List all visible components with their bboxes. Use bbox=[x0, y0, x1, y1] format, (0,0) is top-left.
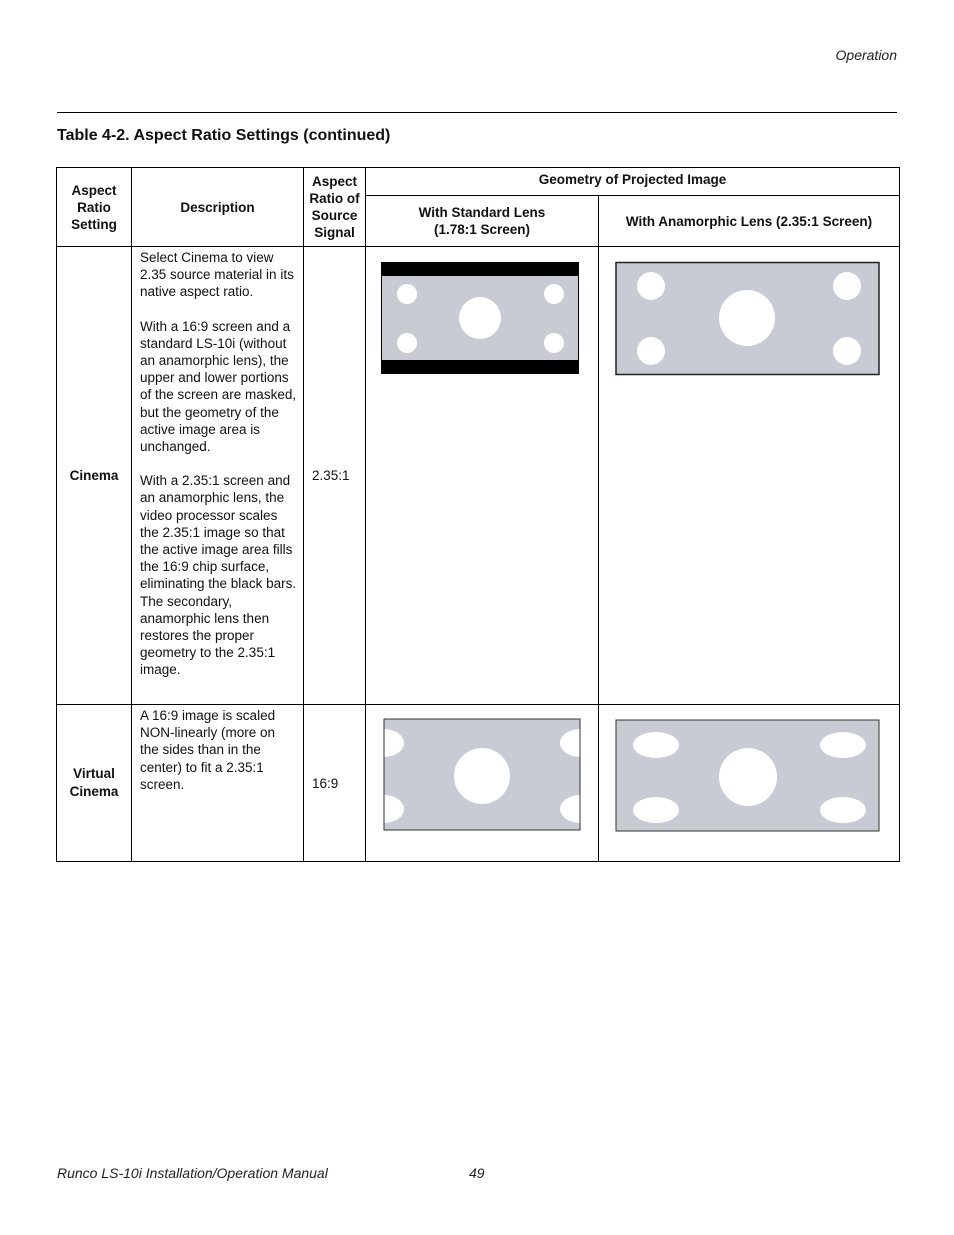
source-ratio-value: 2.35:1 bbox=[304, 247, 366, 705]
ellipse-shape bbox=[820, 797, 866, 823]
circle-shape bbox=[833, 272, 861, 300]
description-cell bbox=[132, 705, 304, 862]
description-paragraph: With a 16:9 screen and a standard LS-10i (without an anamorphic lens), the upper and lower portions of the screen are masked, but the geometry of the active image area is unchanged. bbox=[140, 318, 297, 455]
footer-manual-title: Runco LS-10i Installation/Operation Manual bbox=[57, 1165, 328, 1181]
geometry-standard-cell bbox=[366, 247, 599, 705]
circle-shape bbox=[544, 284, 564, 304]
virtual-cinema-standard-lens-diagram bbox=[366, 705, 599, 835]
circle-shape bbox=[719, 290, 775, 346]
circle-shape bbox=[454, 748, 510, 804]
geometry-anamorphic-cell bbox=[599, 705, 900, 862]
col-header-source-ratio: Aspect Ratio of Source Signal bbox=[304, 168, 366, 247]
circle-shape bbox=[544, 333, 564, 353]
page-number: 49 bbox=[469, 1165, 485, 1181]
cinema-anamorphic-lens-diagram bbox=[599, 247, 900, 377]
aspect-ratio-table bbox=[56, 167, 900, 862]
description-paragraph: Select Cinema to view 2.35 source material in its native aspect ratio. bbox=[140, 250, 294, 300]
section-label: Operation bbox=[835, 47, 897, 63]
header-rule bbox=[57, 112, 897, 113]
geometry-standard-cell bbox=[366, 705, 599, 862]
ellipse-shape bbox=[820, 732, 866, 758]
virtual-cinema-anamorphic-lens-diagram bbox=[599, 705, 900, 835]
circle-shape bbox=[833, 337, 861, 365]
circle-shape bbox=[637, 272, 665, 300]
col-header-setting: Aspect Ratio Setting bbox=[57, 168, 132, 247]
cinema-standard-lens-diagram bbox=[366, 247, 599, 377]
row-setting-cinema: Cinema bbox=[57, 247, 132, 705]
circle-shape bbox=[719, 748, 777, 806]
circle-shape bbox=[459, 297, 501, 339]
geometry-anamorphic-cell bbox=[599, 247, 900, 705]
col-header-geometry: Geometry of Projected Image bbox=[366, 168, 900, 196]
circle-shape bbox=[637, 337, 665, 365]
row-setting-virtual-cinema: Virtual Cinema bbox=[57, 705, 132, 862]
col-header-anamorphic-lens: With Anamorphic Lens (2.35:1 Screen) bbox=[599, 196, 900, 247]
table-row bbox=[57, 705, 900, 862]
description-paragraph: With a 2.35:1 screen and an anamorphic lens, the video processor scales the 2.35:1 image so that the active image area fills the 16:9 chip surface, eliminating the black bars. The secondary, anamorphic lens then restores the proper geometry to the 2.35:1 image. bbox=[140, 473, 297, 678]
table-title: Table 4-2. Aspect Ratio Settings (continued) bbox=[57, 127, 391, 144]
circle-shape bbox=[397, 284, 417, 304]
table-row bbox=[57, 247, 900, 705]
description-cell bbox=[132, 247, 304, 705]
source-ratio-value: 16:9 bbox=[304, 705, 366, 862]
ellipse-shape bbox=[633, 797, 679, 823]
circle-shape bbox=[397, 333, 417, 353]
description-paragraph: A 16:9 image is scaled NON-linearly (more on the sides than in the center) to fit a 2.35:1 screen. bbox=[140, 708, 276, 792]
col-header-standard-lens: With Standard Lens (1.78:1 Screen) bbox=[366, 196, 599, 247]
col-header-description: Description bbox=[132, 168, 304, 247]
ellipse-shape bbox=[633, 732, 679, 758]
